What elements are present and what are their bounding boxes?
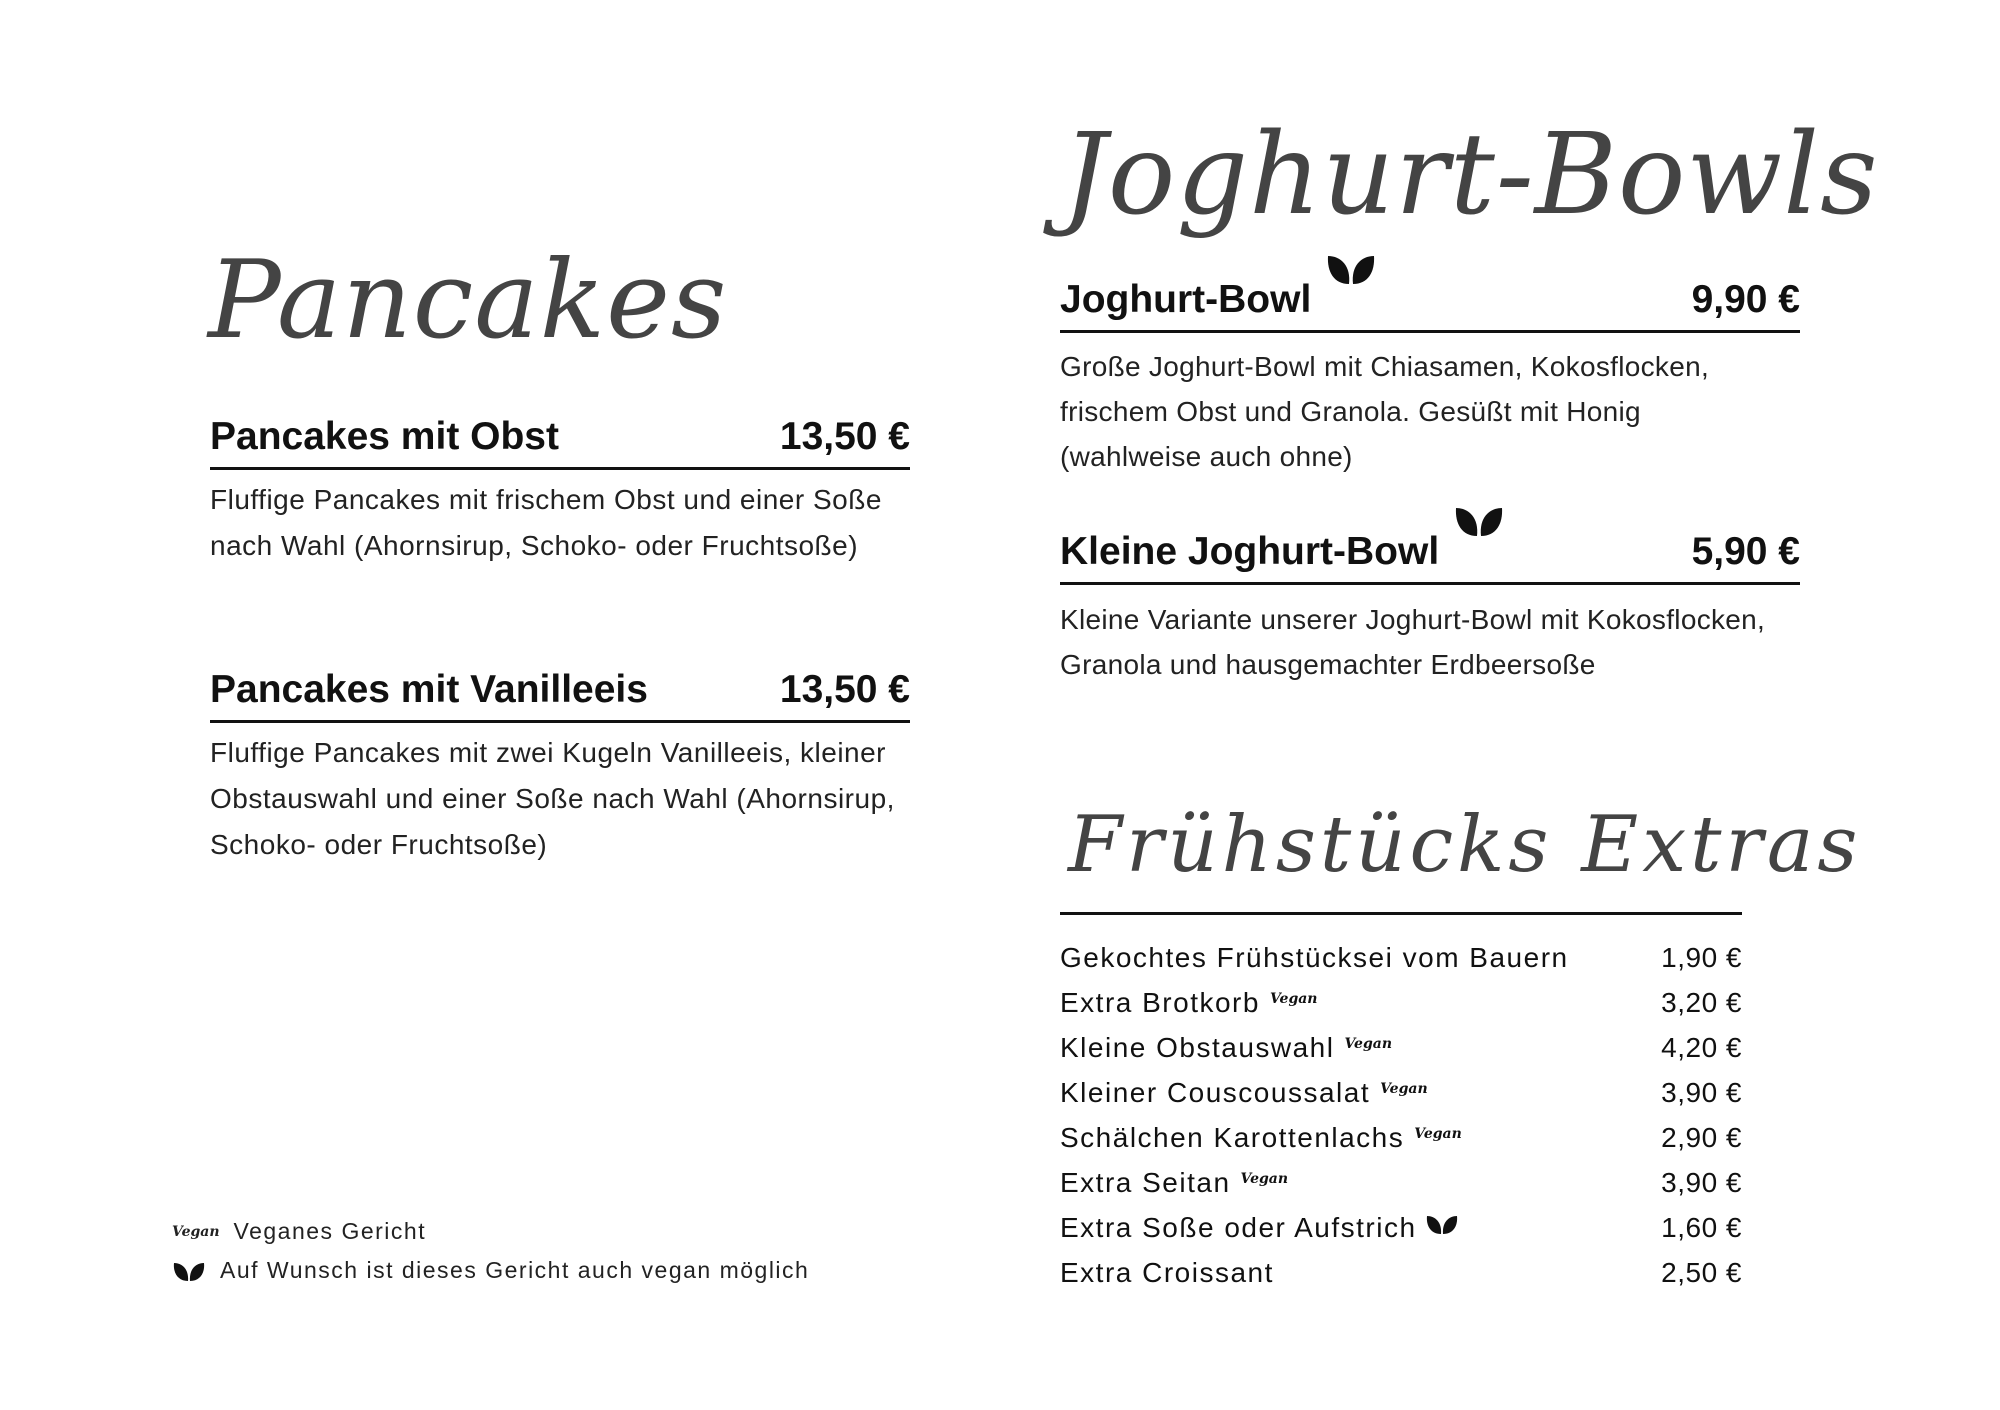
leaf-icon (1453, 502, 1505, 538)
extra-label: Kleine Obstauswahl (1060, 1031, 1335, 1063)
menu-item-joghurt-bowl-header (1060, 278, 1800, 333)
joghurt-bowls-heading: Joghurt-Bowls (1062, 110, 1879, 240)
extra-label-wrap (1060, 987, 1317, 1019)
extra-label-wrap (1060, 1032, 1392, 1064)
legend-vegan (172, 1218, 426, 1245)
fruehstuecks-extras-heading: Frühstücks Extras (1068, 800, 1862, 890)
item-description: Fluffige Pancakes mit frischem Obst und einer Soße nach Wahl (Ahornsirup, Schoko- oder Fruchtsoße) (210, 484, 882, 561)
extra-label: Extra Brotkorb (1060, 986, 1260, 1018)
legend-vegan-label: Veganes Gericht (233, 1218, 427, 1244)
extra-price: 4,20 € (1661, 1031, 1742, 1063)
vegan-mark-icon: Vegan (1344, 1035, 1393, 1052)
menu-item-pancakes-obst-header (210, 415, 910, 470)
vegan-mark-icon: Vegan (1269, 990, 1318, 1007)
menu-item-pancakes-vanilleeis-header (210, 668, 910, 723)
extra-row (1060, 1160, 1742, 1205)
item-price: 13,50 € (779, 415, 910, 458)
item-name: Joghurt-Bowl (1060, 278, 1312, 321)
extra-row (1060, 935, 1742, 980)
extra-label-wrap (1060, 1212, 1459, 1244)
item-price: 13,50 € (779, 668, 910, 711)
extra-row (1060, 1115, 1742, 1160)
extra-price: 1,90 € (1661, 941, 1742, 973)
extra-label: Gekochtes Frühstücksei vom Bauern (1060, 941, 1569, 973)
extra-price: 3,90 € (1661, 1076, 1742, 1108)
extra-price: 2,50 € (1661, 1256, 1742, 1288)
extra-row (1060, 1250, 1742, 1295)
vegan-mark-icon: Vegan (1240, 1170, 1289, 1187)
extra-label-wrap (1060, 942, 1569, 974)
item-name-wrap (1060, 278, 1377, 322)
item-description: Fluffige Pancakes mit zwei Kugeln Vanilleeis, kleiner Obstauswahl und einer Soße nach Wahl (Ahornsirup, Schoko- oder Fruchtsoße) (210, 737, 895, 860)
extra-label: Extra Seitan (1060, 1166, 1231, 1198)
extra-row (1060, 1070, 1742, 1115)
item-name: Kleine Joghurt-Bowl (1060, 530, 1440, 573)
extras-divider (1060, 912, 1742, 915)
pancakes-heading: Pancakes (208, 238, 728, 363)
item-description: Kleine Variante unserer Joghurt-Bowl mit Kokosflocken, Granola und hausgemachter Erdbeersoße (1060, 604, 1766, 680)
extra-label-wrap (1060, 1257, 1274, 1289)
legend-optional-label: Auf Wunsch ist dieses Gericht auch vegan möglich (220, 1257, 810, 1283)
vegan-mark-icon: Vegan (172, 1223, 220, 1240)
leaf-icon (1425, 1212, 1459, 1236)
extra-row (1060, 1025, 1742, 1070)
extra-price: 1,60 € (1661, 1211, 1742, 1243)
extra-label-wrap (1060, 1167, 1288, 1199)
item-description: Große Joghurt-Bowl mit Chiasamen, Kokosflocken, frischem Obst und Granola. Gesüßt mit Honig (wahlweise auch ohne) (1060, 351, 1710, 472)
extra-label-wrap (1060, 1122, 1462, 1154)
extras-list (1060, 935, 1742, 1295)
leaf-icon (1325, 250, 1377, 286)
extra-label-wrap (1060, 1077, 1428, 1109)
vegan-mark-icon: Vegan (1414, 1125, 1462, 1142)
item-name: Pancakes mit Obst (210, 415, 559, 458)
extra-label: Extra Croissant (1060, 1256, 1274, 1288)
extra-row (1060, 1205, 1742, 1250)
item-price: 5,90 € (1691, 530, 1800, 573)
extra-row (1060, 980, 1742, 1025)
extra-label: Extra Soße oder Aufstrich (1060, 1211, 1417, 1243)
extra-price: 2,90 € (1661, 1121, 1742, 1153)
extra-price: 3,20 € (1661, 986, 1742, 1018)
item-name-wrap (1060, 530, 1505, 574)
vegan-mark-icon: Vegan (1380, 1080, 1428, 1097)
menu-item-kleine-joghurt-bowl-header (1060, 530, 1800, 585)
item-price: 9,90 € (1691, 278, 1800, 321)
extra-label: Schälchen Karottenlachs (1060, 1121, 1405, 1153)
leaf-icon (172, 1259, 206, 1283)
legend-vegan-optional (172, 1257, 809, 1284)
extra-label: Kleiner Couscoussalat (1060, 1076, 1371, 1108)
item-name: Pancakes mit Vanilleeis (210, 668, 648, 711)
extra-price: 3,90 € (1661, 1166, 1742, 1198)
